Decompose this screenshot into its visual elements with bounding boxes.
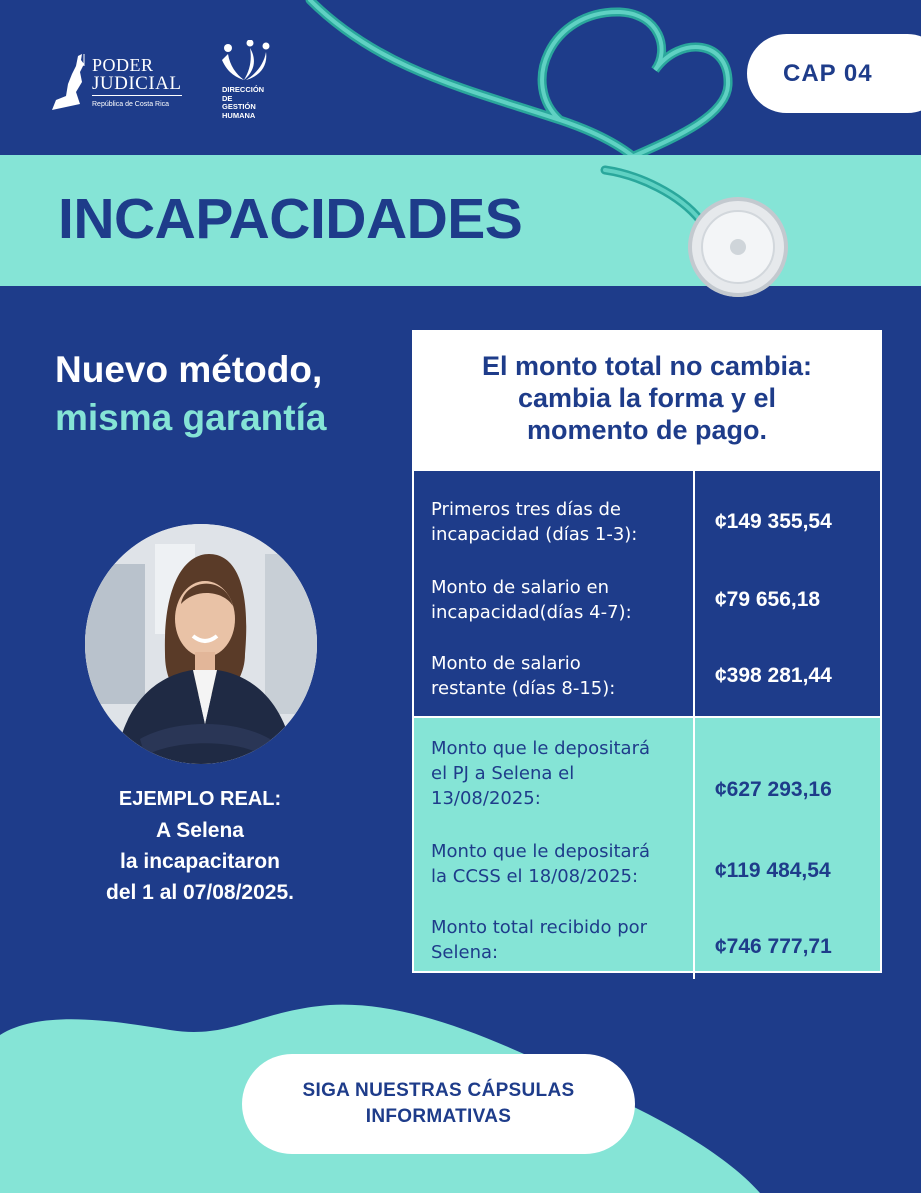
dgh-line-1: DIRECCIÓN [222, 85, 265, 94]
row-value: ¢79 656,18 [693, 561, 880, 639]
row-label-line: Monto de salario en [431, 577, 610, 598]
table-header [414, 332, 880, 471]
column-divider [693, 471, 695, 971]
direccion-gestion-humana-logo [214, 40, 272, 120]
example-line-1: A Selena [156, 819, 244, 842]
row-label [414, 483, 693, 561]
table-row [414, 637, 880, 715]
poder-judicial-logo [48, 52, 182, 114]
row-value: ¢627 293,16 [693, 724, 880, 822]
row-label-line: el PJ a Selena el [431, 762, 575, 784]
page-title: INCAPACIDADES [58, 187, 523, 251]
row-label-line: incapacidad (días 1-3): [431, 524, 638, 545]
chapter-label: CAP 04 [783, 59, 873, 87]
table-row [414, 561, 880, 639]
row-label-line: Primeros tres días de [431, 499, 621, 520]
table-row [414, 825, 880, 903]
table-header-line-3: momento de pago. [526, 415, 767, 445]
logo-line-2: JUDICIAL [92, 73, 182, 94]
row-label [414, 637, 693, 715]
follow-line-2: INFORMATIVAS [365, 1106, 512, 1127]
row-label-line: la CCSS el 18/08/2025: [431, 866, 639, 887]
logo-line-1: PODER [92, 55, 154, 75]
row-label-line: Monto que le depositará [431, 737, 651, 759]
row-label-line: Monto que le depositará [431, 841, 651, 862]
row-label [414, 901, 693, 979]
justice-statue-icon [48, 52, 90, 112]
headline-line-1: Nuevo método, [55, 349, 323, 390]
logo-line-3: República de Costa Rica [92, 101, 170, 108]
headline-line-2: misma garantía [55, 397, 327, 438]
table-row [414, 483, 880, 561]
row-label [414, 561, 693, 639]
row-value: ¢149 355,54 [693, 483, 880, 561]
chapter-badge [747, 34, 921, 113]
row-label [414, 724, 693, 822]
dgh-line-3: HUMANA [222, 110, 256, 120]
row-value: ¢746 777,71 [693, 901, 880, 979]
example-caption [40, 784, 360, 908]
payment-table [412, 330, 882, 973]
section-divider [414, 716, 880, 718]
table-row [414, 724, 880, 822]
row-label-line: restante (días 8-15): [431, 678, 616, 699]
table-header-line-1: El monto total no cambia: [481, 351, 812, 381]
row-label [414, 825, 693, 903]
example-line-3: del 1 al 07/08/2025. [106, 881, 294, 904]
table-row [414, 901, 880, 979]
row-value: ¢398 281,44 [693, 637, 880, 715]
follow-line-1: SIGA NUESTRAS CÁPSULAS [302, 1080, 575, 1101]
follow-capsules-banner [242, 1054, 635, 1154]
woman-portrait-icon [85, 524, 317, 764]
headline [55, 346, 326, 442]
dgh-line-2: DE GESTIÓN [222, 93, 256, 112]
row-label-line: Monto total recibido por [431, 917, 648, 938]
example-line-2: la incapacitaron [120, 850, 280, 873]
table-header-line-2: cambia la forma y el [517, 383, 777, 413]
row-value: ¢119 484,54 [693, 825, 880, 903]
row-label-line: Monto de salario [431, 653, 581, 674]
row-label-line: 13/08/2025: [431, 787, 541, 809]
example-heading: EJEMPLO REAL: [118, 788, 282, 810]
row-label-line: Selena: [431, 942, 499, 963]
row-label-line: incapacidad(días 4-7): [431, 602, 632, 623]
avatar [85, 524, 317, 764]
people-figures-icon [216, 40, 270, 84]
